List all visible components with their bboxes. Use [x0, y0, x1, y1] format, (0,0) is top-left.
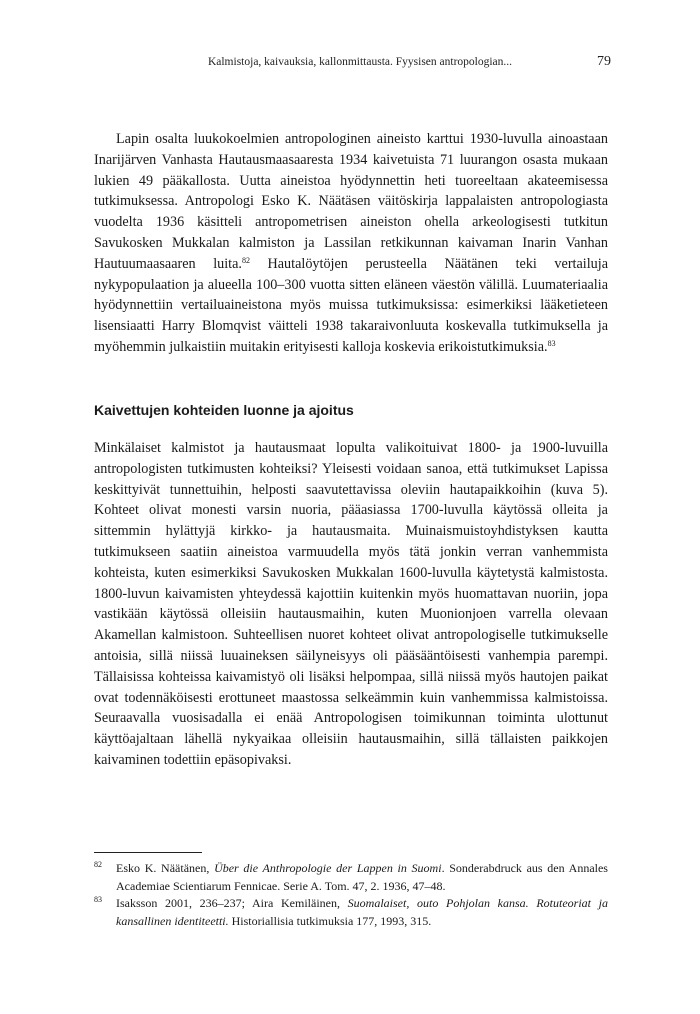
footnote-number: 83: [94, 895, 102, 904]
paragraph-text: Hautalöytöjen perusteella Näätänen teki vertailuja nykypopulaation ja alueella 100–300 vuotta sitten eläneen väestön välillä. Luumateriaalia hyödynnettiin vertailuaineistona myös muissa tutkimuksissa: esimerkiksi lääketieteen lisensiaatti Harry Blomqvist väitteli 1938 takaraivonluuta koskevalla tutkimuksella ja myöhemmin julkaistiin muitakin erityisesti kalloja koskevia erikoistutkimuksia.: [94, 255, 608, 355]
running-header-title: Kalmistoja, kaivauksia, kallonmittausta. Fyysisen antropologian...: [207, 56, 513, 68]
footnote-divider: [94, 852, 202, 853]
footnote: [94, 860, 608, 895]
footnote-text: [116, 895, 608, 930]
footnote-text-part: Esko K. Näätänen,: [116, 861, 215, 875]
paragraph-text: Lapin osalta luukokoelmien antropologinen aineisto karttui 1930-luvulla ainoastaan Inarijärven Vanhasta Hautausmaasaaresta 1934 kaivetuista 71 luurangon osasta mukaan lukien 49 pääkallosta. Uutta aineistoa hyödynnettin heti tuoreeltaan akateemisessa tutkimuksessa. Antropologi Esko K. Näätäsen väitöskirja lappalaisten antropologiasta vuodelta 1936 käsitteli antropometrisen aineiston ohella arkeologisesti tutkitun Savukosken Mukkalan kalmiston ja Lassilan retkikunnan kaivaman Inarin Vanhan Hautuumaasaaren luita.: [94, 131, 608, 272]
body-paragraph: [94, 129, 608, 358]
page-number: 79: [597, 54, 611, 69]
footnote-italic-title: Über die Anthropologie der Lappen in Suomi: [214, 861, 442, 875]
footnote-number: 82: [94, 860, 102, 869]
footnote-italic-title: Suomalaiset, outo Pohjolan kansa. Rotuteoriat ja kansallinen identiteetti.: [116, 896, 608, 928]
footnote: [94, 895, 608, 930]
footnote-text-part: . Sonderabdruck aus den Annales Academiae Scientiarum Fennicae. Serie A. Tom. 47, 2. 1936, 47–48.: [116, 861, 608, 893]
footnote-reference: 82: [241, 255, 250, 265]
section-heading: Kaivettujen kohteiden luonne ja ajoitus: [94, 402, 354, 418]
paragraph-text: Minkälaiset kalmistot ja hautausmaat lopulta valikoituivat 1800- ja 1900-luvuilla antropologisten tutkimusten kohteiksi? Yleisesti voidaan sanoa, että tutkimukset Lapissa keskittyivät tunnettuihin, helposti saavutettavissa oleviin hautapaikkoihin (kuva 5). Kohteet olivat monesti varsin nuoria, pääasiassa 1700-luvulla käytössä olleita ja sittemmin hylättyjä kirkko- ja hautausmaita. Muinaismuistoyhdistyksen kautta tutkimukseen saatiin aineistoa varmuudella myös tätä jonkin verran vanhemmista kohteista, kuten esimerkiksi Savukosken Mukkalan 1600-luvulla käytetystä kalmistosta. 1800-luvun kaivamisten yhteydessä kajottiin kuitenkin myös huomattavan nuoriin, jopa vastikään käytössä olleisiin hautausmaihin, kuten Muonionjoen varrella olevaan Akamellan kalmistoon. Suhteellisen nuoret kohteet olivat antropologiselle tutkimukselle antoisia, sillä niissä luuaineksen säilyneisyys oli pääsääntöisesti vanhempia parempi. Tällaisissa kohteissa kaivamistyö oli lisäksi helpompaa, sillä niissä myös hautojen paikat ovat todennäköisesti erottuneet maastossa selkeämmin kuin vanhemmissa kalmistoissa. Seuraavalla vuosisadalla ei enää Antropologisen toimikunnan toiminta ulottunut käyttöajaltaan lähellä nykyaikaa olleisiin hautausmaihin, sillä tällaisten paikkojen kaivaminen todettiin epäsopivaksi.: [94, 440, 608, 768]
body-paragraph: [94, 438, 608, 771]
footnote-text: [116, 860, 608, 895]
footnote-reference: 83: [547, 338, 556, 348]
footnote-text-part: Historiallisia tutkimuksia 177, 1993, 315.: [228, 913, 432, 928]
footnote-text-part: Isaksson 2001, 236–237; Aira Kemiläinen,: [116, 896, 348, 910]
